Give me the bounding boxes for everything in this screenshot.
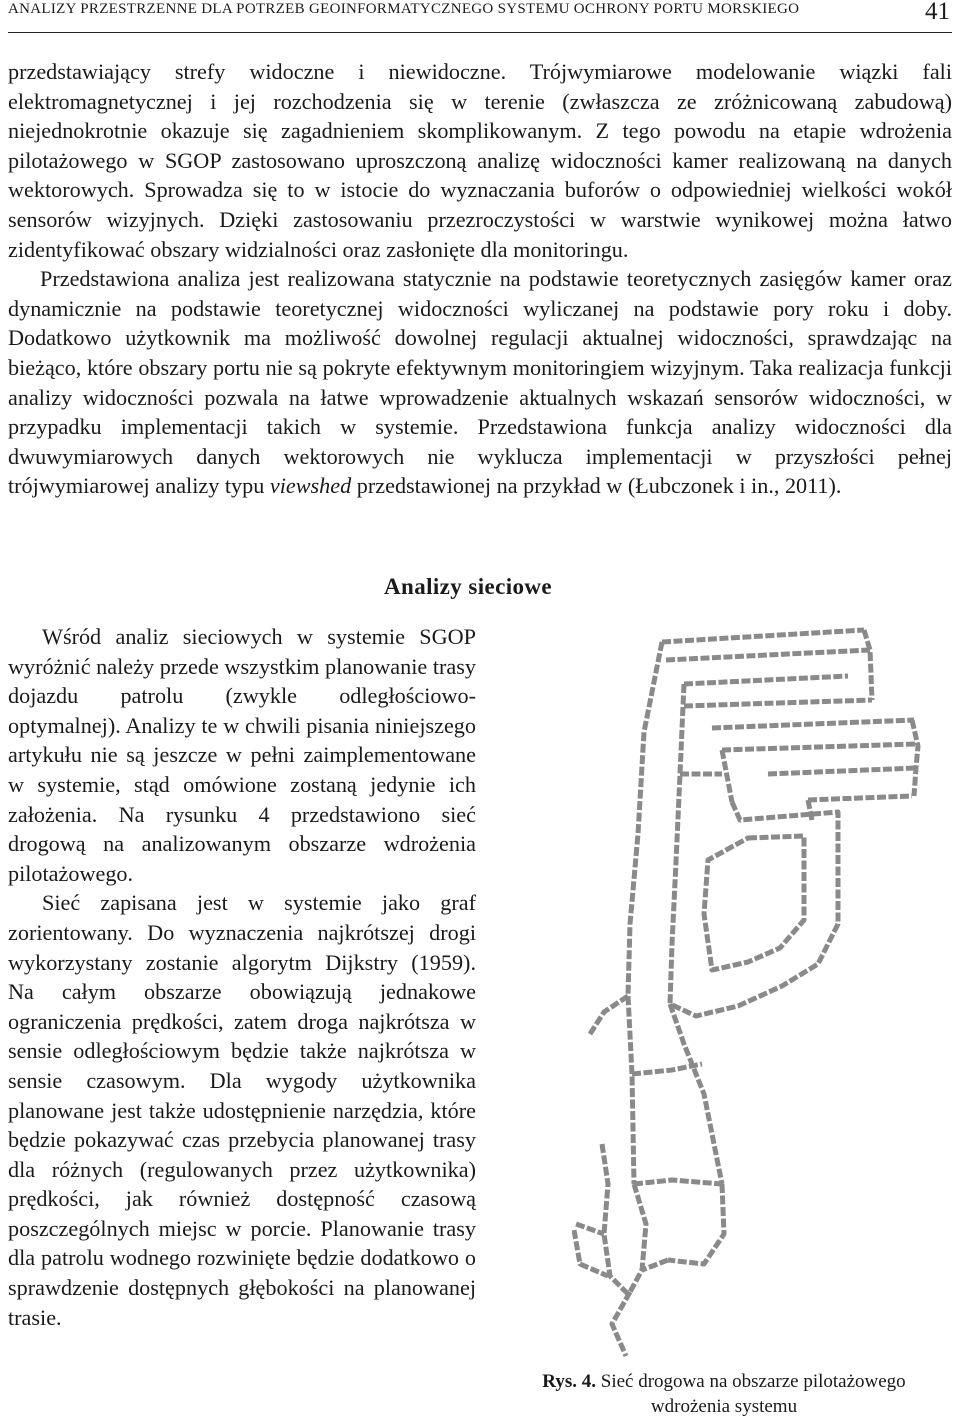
body-text-left-column: [8, 622, 476, 1332]
road-segment: [602, 1144, 628, 1294]
road-segment: [768, 768, 916, 774]
road-segment: [670, 684, 684, 1004]
road-segment: [632, 1064, 702, 1074]
body-text-top: [8, 57, 952, 501]
paragraph: przedstawiający strefy widoczne i niewidoczne. Trójwymiarowe modelowanie wiązki fali elektromagnetycznej i jej rozchodzenia się w terenie (zwłaszcza ze zróżnicowaną zabudową) niejednokrotnie okazuje się zagadnieniem skomplikowanym. Z tego powodu na etapie wdrożenia pilotażowego w SGOP zastosowano uproszczoną analizę widoczności kamer realizowaną na danych wektorowych. Sprowadza się to w istocie do wyznaczania buforów o odpowiedniej wielkości wokół sensorów wizyjnych. Dzięki zastosowaniu przezroczystości w warstwie wynikowej można łatwo zidentyfikować obszary widzialności oraz zasłonięte dla monitoringu.: [8, 59, 952, 262]
road-segment: [684, 676, 848, 684]
caption-line-1: [494, 1369, 954, 1394]
running-header: [8, 0, 952, 33]
road-segment: [670, 802, 838, 1016]
paragraph: [8, 264, 952, 501]
caption-text: Sieć drogowa na obszarze pilotażowego: [600, 1371, 906, 1392]
figure-caption: [494, 1369, 954, 1419]
road-segment: [612, 1292, 630, 1356]
paragraph-text-end: przedstawionej na przykład w (Łubczonek i in., 2011).: [351, 473, 842, 499]
paragraph: Wśród analiz sieciowych w systemie SGOP wyróżnić należy przede wszystkim planowanie trasy dojazdu patrolu (zwykle odległościowo-optymalnej). Analizy te w chwili pisania niniejszego artykułu nie są jeszcze w pełni zaimplementowane w systemie, stąd omówione zostaną jedynie ich założenia. Na rysunku 4 przedstawiono sieć drogową na analizowanym obszarze wdrożenia pilotażowego.: [8, 624, 476, 886]
road-network-figure: [572, 624, 950, 1399]
road-segment: [576, 1224, 604, 1234]
road-segment: [590, 996, 628, 1034]
figure-label: Rys. 4.: [542, 1371, 596, 1392]
road-segment: [722, 744, 916, 750]
road-segment: [808, 800, 812, 820]
section-heading: Analizy sieciowe: [384, 574, 553, 599]
road-segment: [712, 720, 914, 728]
road-segment: [722, 750, 732, 802]
road-segment: [808, 796, 912, 800]
road-segment: [666, 650, 870, 660]
road-segment: [668, 1184, 724, 1264]
caption-line-2: wdrożenia systemu: [650, 1396, 798, 1417]
road-segment: [628, 642, 662, 1184]
page-number: 41: [925, 0, 950, 25]
road-segment: [912, 720, 918, 796]
road-segment: [704, 836, 804, 970]
road-segment: [864, 630, 872, 700]
road-segment: [670, 1004, 722, 1184]
paragraph-text: Przedstawiona analiza jest realizowana statycznie na podstawie teoretycznych zasięgów kamer oraz dynamicznie na podstawie teoretycznej widoczności wyliczanej na podstawie pory roku i doby. Dodatkowo użytkownik ma możliwość dowolnej regulacji aktualnej widoczności, sprawdzając na bieżąco, które obszary portu nie są pokryte efektywnym monitoringiem wizyjnym. Taka realizacja funkcji analizy widoczności pozwala na łatwe wprowadzenie aktualnych wskazań sensorów widoczności, w przypadku implementacji takich w systemie. Przedstawiona funkcja analizy widoczności dla dwuwymiarowych danych wektorowych nie wyklucza implementacji w przyszłości pełnej trójwymiarowej analizy typu: [8, 266, 952, 499]
road-segment: [684, 700, 872, 706]
italic-term: viewshed: [269, 473, 352, 499]
paragraph: Sieć zapisana jest w systemie jako graf zorientowany. Do wyznaczenia najkrótszej drogi wykorzystany zostanie algorytm Dijkstry (1959). Na całym obszarze obowiązują jednakowe ograniczenia prędkości, zatem droga najkrótsza w sensie odległościowym będzie także najkrótsza w sensie czasowym. Dla wygody użytkownika planowane jest także udostępnienie narzędzia, które będzie pokazywać czas przebycia planowanej trasy dla różnych (regulowanych przez użytkownika) prędkości, jak również dostępność czasową poszczególnych miejsc w porcie. Planowanie trasy dla patrolu wodnego rozwinięte będzie dodatkowo o sprawdzenie dostępnych głębokości na planowanej trasie.: [8, 890, 476, 1330]
road-segment: [642, 1260, 668, 1270]
road-segment: [630, 1184, 646, 1292]
running-title: ANALIZY PRZESTRZENNE DLA POTRZEB GEOINFORMATYCZNEGO SYSTEMU OCHRONY PORTU MORSKIEGO: [8, 1, 800, 17]
road-network-map: [572, 624, 950, 1359]
road-segment: [662, 630, 864, 642]
road-segment: [634, 1180, 722, 1184]
